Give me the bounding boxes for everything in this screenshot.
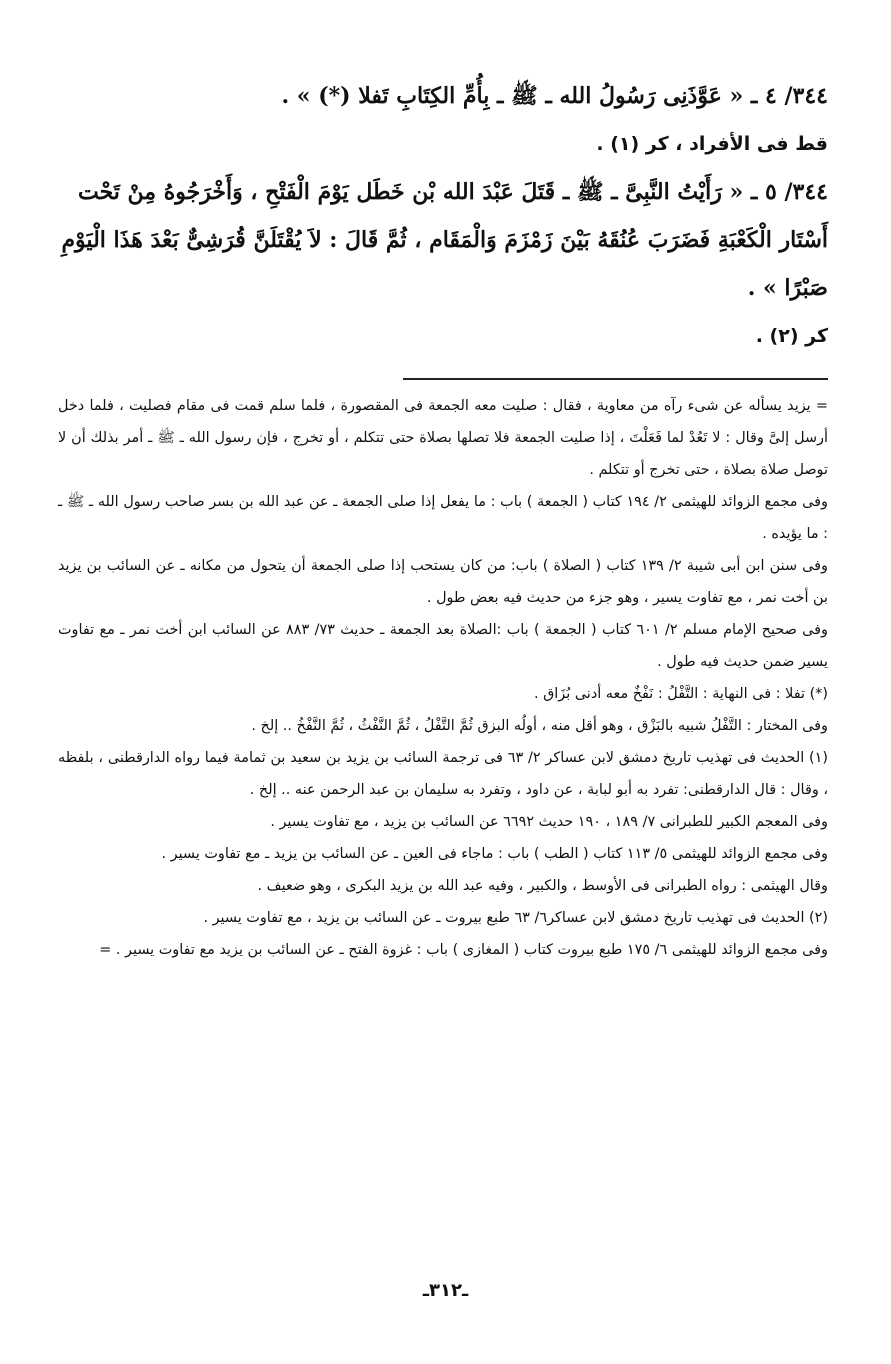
page-number: ـ٣١٢ـ [422,1280,469,1301]
footnote-paragraph: وفى مجمع الزوائد للهيثمى ٢/ ١٩٤ كتاب ( الجمعة ) باب : ما يفعل إذا صلى الجمعة ـ عن عبد الله بن بسر صاحب رسول الله ـ ﷺ ـ : ما يؤيده . [58,494,828,542]
footnote-paragraph: وفى المختار : التَّفْلُ شبيه بالبَزْق ، وهو أقل منه ، أولُه البزق ثُمَّ التَّفْلُ ، ثُمَّ النَّفْثُ ، ثُمَّ النَّفْخُ .. إلخ . [251,718,828,734]
source-344-4: قط فى الأفراد ، كر (١) . [596,133,828,155]
source-344-5: كر (٢) . [755,325,828,347]
footnote-paragraph: وفى سنن ابن أبى شيبة ٢/ ١٣٩ كتاب ( الصلاة ) باب: من كان يستحب إذا صلى الجمعة أن يتحول من مكانه ـ عن السائب بن يزيد بن أخت نمر ، مع تفاوت يسير ، وهو جزء من حديث فيه بعض طول . [58,558,828,606]
footnotes [58,390,828,966]
footnote-paragraph: وفى المعجم الكبير للطبرانى ٧/ ١٨٩ ، ١٩٠ حديث ٦٦٩٢ عن السائب بن يزيد ، مع تفاوت يسير . [270,814,828,830]
footnote-separator [403,378,828,380]
footnote-paragraph: وفى مجمع الزوائد للهيثمى ٥/ ١١٣ كتاب ( الطب ) باب : ماجاء فى العين ـ عن السائب بن يزيد ـ مع تفاوت يسير . [161,846,828,862]
footnote-paragraph: (٢) الحديث فى تهذيب تاريخ دمشق لابن عساكر٦/ ٦٣ طبع بيروت ـ عن السائب بن يزيد ، مع تفاوت يسير . [203,910,828,926]
page [58,72,828,1322]
hadith-344-4: ٣٤٤/ ٤ ـ « عَوَّذَنِى رَسُولُ الله ـ ﷺ ـ بِأُمِّ الكِتَابِ تَفلا (*) » . [281,83,828,109]
footnote-paragraph: وفى صحيح الإمام مسلم ٢/ ٦٠١ كتاب ( الجمعة ) باب :الصلاة بعد الجمعة ـ حديث ٧٣/ ٨٨٣ عن السائب ابن أخت نمر ـ مع تفاوت يسير ضمن حديث فيه طول . [58,622,828,670]
footnote-paragraph: وفى مجمع الزوائد للهيثمى ٦/ ١٧٥ طبع بيروت كتاب ( المغازى ) باب : غزوة الفتح ـ عن السائب بن يزيد مع تفاوت يسير . = [99,942,828,958]
hadith-344-5: ٣٤٤/ ٥ ـ « رَأَيْتُ النَّبِىَّ ـ ﷺ ـ قَتَلَ عَبْدَ الله بْن خَطَل يَوْمَ الْفَتْحِ ، وَأَخْرَجُوهُ مِنْ تَحْت أَسْتَار الْكَعْبَةِ فَضَرَبَ عُنُقَهُ بَيْنَ زَمْزَمَ وَالْمَقَام ، ثُمَّ قَالَ : لاَ يُقْتَلَنَّ قُرَشِىٌّ بَعْدَ هَذَا الْيَوْمِ صَبْرًا » . [61,179,828,301]
footnote-paragraph: (*) تفلا : فى النهاية : التَّفْلُ : نَفْخٌ معه أدنى بُزَاق . [533,686,828,702]
footnote-paragraph: = يزيد يسأله عن شىء رآه من معاوية ، فقال : صليت معه الجمعة فى المقصورة ، فلما سلم قمت فى مقام فصليت ، فلما دخل أرسل إلىَّ وقال : لا تَعُدْ لما فَعَلْتَ ، إذا صليت الجمعة فلا تصلها بصلاة حتى تتكلم ، أو تخرج ، فإن رسول الله ـ ﷺ ـ أمر بذلك أن لا توصل صلاة بصلاة ، حتى تخرج أو تتكلم . [58,398,828,478]
footnote-paragraph: وقال الهيثمى : رواه الطبرانى فى الأوسط ، والكبير ، وفيه عبد الله بن يزيد البكرى ، وهو ضعيف . [257,878,828,894]
main-text [58,72,828,360]
footnote-paragraph: (١) الحديث فى تهذيب تاريخ دمشق لابن عساكر ٢/ ٦٣ فى ترجمة السائب بن يزيد بن سعيد بن ثمامة فيما رواه الدارقطنى ، بلفظه ، وقال : قال الدارقطنى: تفرد به أبو لبابة ، عن داود ، وتفرد به سليمان بن عبد الرحمن عنه .. إلخ . [58,750,828,798]
